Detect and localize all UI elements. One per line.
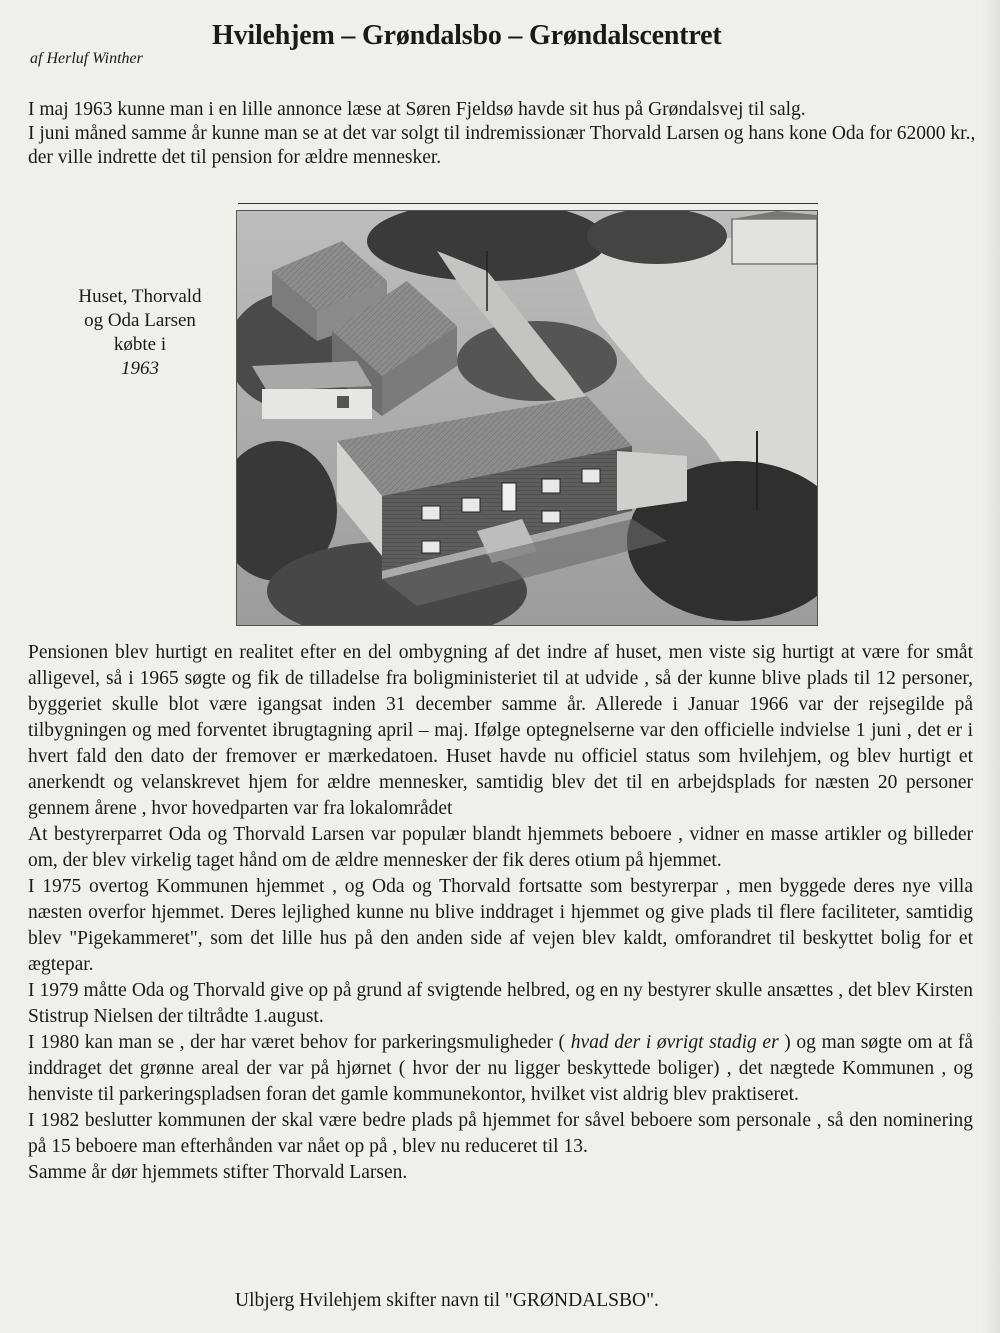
article-body <box>28 640 973 1186</box>
body-paragraph: Samme år dør hjemmets stifter Thorvald Larsen. <box>28 1162 408 1183</box>
intro-line: I maj 1963 kunne man i en lille annonce læse at Søren Fjeldsø havde sit hus på Grøndalsvej til salg. <box>28 99 806 120</box>
divider-rule <box>238 203 818 204</box>
caption-line: købte i <box>113 334 167 355</box>
body-paragraph: I 1982 beslutter kommunen der skal være bedre plads på hjemmet for såvel beboere som personale , så den nominering på 15 beboere man efterhånden var nået op på , blev nu reduceret til 13. <box>28 1110 973 1157</box>
article-byline: af Herluf Winther <box>30 50 143 67</box>
caption-line: og Oda Larsen <box>84 310 196 331</box>
text-run: I 1980 kan man se , der har været behov for parkeringsmuligheder ( <box>28 1032 571 1053</box>
text-run: ) og man søgte om at få inddraget det grønne areal der var på hjørnet ( hvor der nu ligger beskyttede boliger) , det nægtede Kommunen , og henviste til parkeringspladsen foran det gamle kommunekontor, hvilket vist aldrig blev praktiseret. <box>28 1032 973 1105</box>
photo-caption <box>50 285 230 381</box>
body-paragraph: At bestyrerparret Oda og Thorvald Larsen var populær blandt hjemmets beboere , vidner en masse artikler og billeder om, der blev virkelig taget hånd om de ældre mennesker der fik deres otium på hjemmet. <box>28 824 973 871</box>
caption-year: 1963 <box>121 358 159 379</box>
italic-aside: hvad der i øvrigt stadig er <box>570 1032 779 1053</box>
body-paragraph: I 1979 måtte Oda og Thorvald give op på grund af svigtende helbred, og en ny bestyrer skulle ansættes , det blev Kirsten Stistrup Nielsen der tiltrådte 1.august. <box>28 980 973 1027</box>
caption-line: Huset, Thorvald <box>78 286 202 307</box>
aerial-house-photo <box>236 210 818 626</box>
body-paragraph: Pensionen blev hurtigt en realitet efter en del ombygning af det indre af huset, men viste sig hurtigt at være for småt alligevel, så i 1965 søgte og fik de tilladelse fra boligministeriet til at udvide , så der kunne blive plads til 12 personer, byggeriet skulle blot være igangsat inden 31 december samme år. Allerede i Januar 1966 var der rejsegilde på tilbygningen og med forventet ibrugtagning april – maj. Ifølge optegnelserne var den officielle indvielse 1 juni , det er i hvert fald den dato der fremover er mærkedatoen. Huset havde nu officiel status som hvilehjem, og blev hurtigt et anerkendt og velanskrevet hjem for ældre mennesker, samtidig blev det til en arbejdsplads for næsten 20 personer gennem årene , hvor hovedparten var fra lokalområdet <box>28 642 973 819</box>
intro-line: I juni måned samme år kunne man se at det var solgt til indremissionær Thorvald Larsen og hans kone Oda for 62000 kr., der ville indrette det til pension for ældre mennesker. <box>28 123 976 168</box>
intro-paragraph <box>28 98 980 170</box>
closing-line: Ulbjerg Hvilehjem skifter navn til "GRØNDALSBO". <box>235 1290 659 1311</box>
article-title: Hvilehjem – Grøndalsbo – Grøndalscentret <box>212 20 722 51</box>
body-paragraph-1980 <box>28 1030 973 1108</box>
scan-edge-shadow <box>980 0 1000 1333</box>
body-paragraph: I 1975 overtog Kommunen hjemmet , og Oda og Thorvald fortsatte som bestyrerpar , men byggede deres nye villa næsten overfor hjemmet. Deres lejlighed kunne nu blive inddraget i hjemmet og give plads til flere faciliteter, samtidig blev "Pigekammeret", som det lille hus på den anden side af vejen blev kaldt, omforandret til beskyttet bolig for et ægtepar. <box>28 876 973 975</box>
